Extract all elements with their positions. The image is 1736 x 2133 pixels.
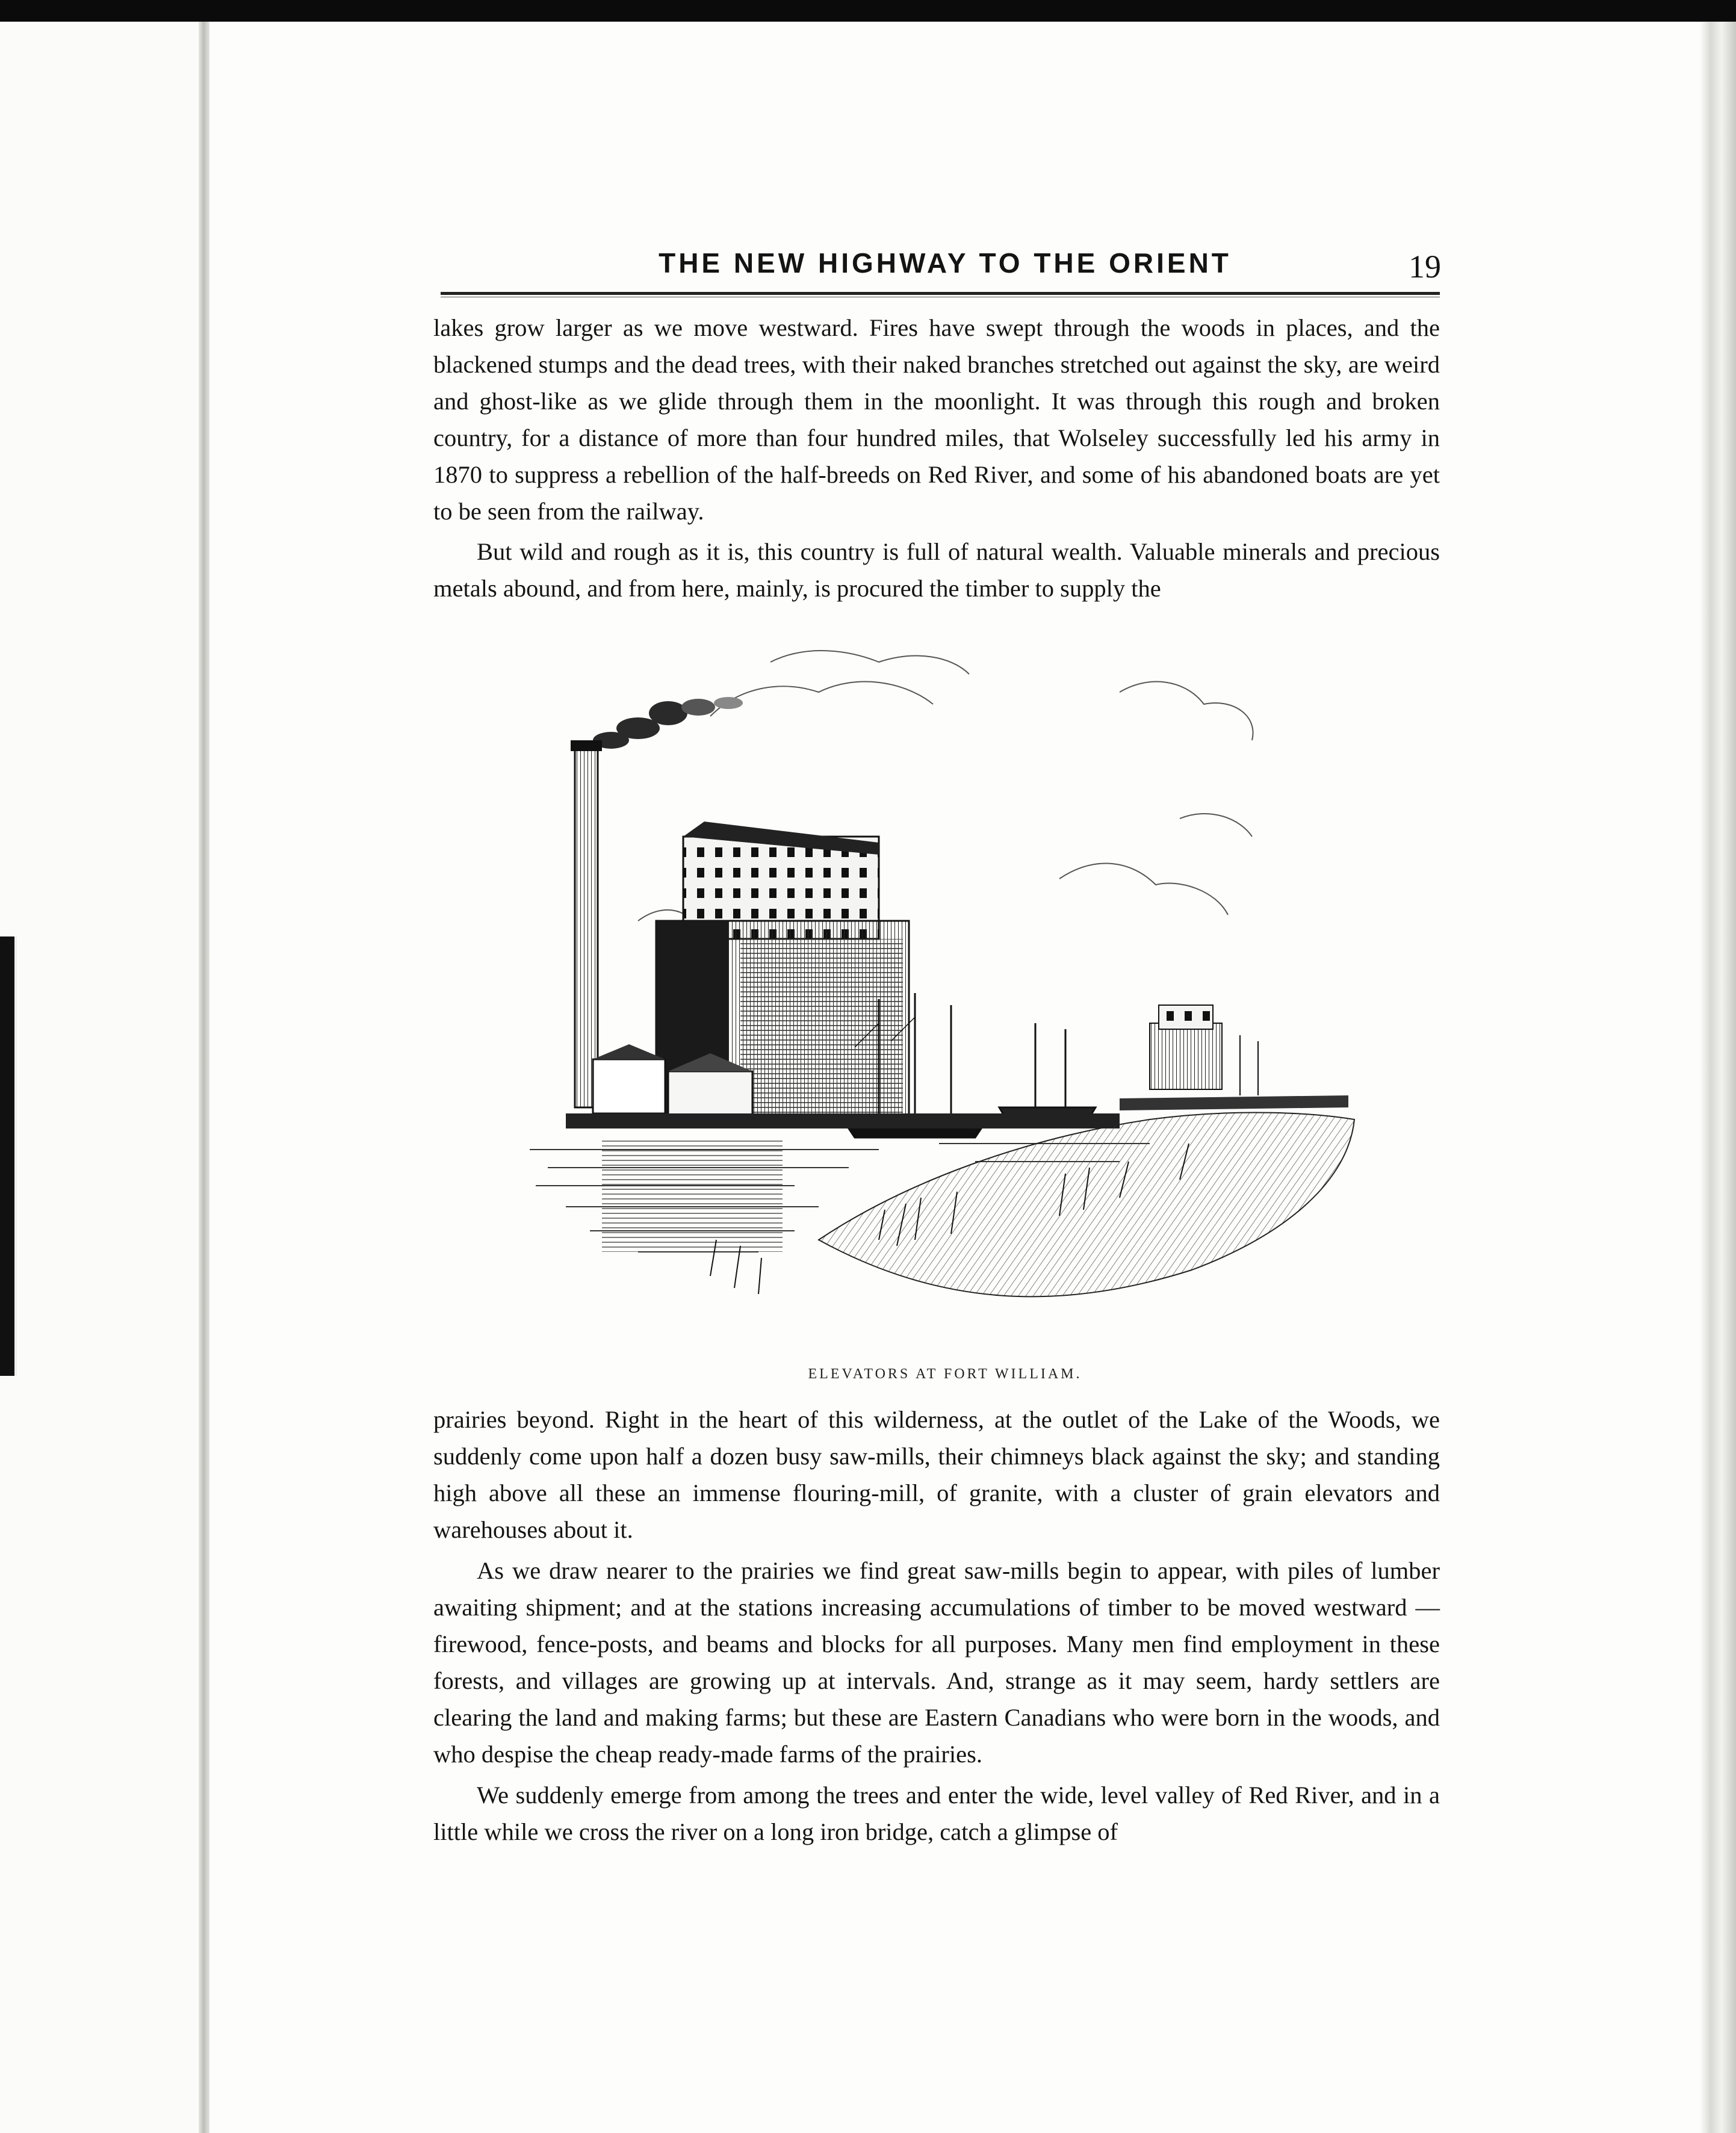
text-block-bottom	[433, 1401, 1440, 1850]
chimney-smoke	[593, 697, 743, 749]
header-rule	[441, 292, 1440, 297]
paragraph: We suddenly emerge from among the trees and enter the wide, level valley of Red River, and in a little while we cross the river on a long iron bridge, catch a glimpse of	[433, 1782, 1440, 1845]
engraving-elevators	[457, 638, 1421, 1372]
facing-page	[0, 22, 199, 2133]
paragraph: lakes grow larger as we move westward. Fires have swept through the woods in places, and the blackened stumps and the dead trees, with their naked branches stretched out against the sky, are weird and ghost-like as we glide through them in the moonlight. It was through this rough and broken country, for a distance of more than four hundred miles, that Wolseley successfully led his army in 1870 to suppress a rebellion of the half-breeds on Red River, and some of his abandoned boats are yet to be seen from the railway.	[433, 314, 1440, 525]
facing-page-edge-mark	[0, 936, 17, 1376]
foreground-bank	[819, 1112, 1354, 1296]
book-gutter	[199, 22, 209, 2133]
distant-elevator	[1150, 1005, 1222, 1089]
paragraph: But wild and rough as it is, this country is full of natural wealth. Valuable minerals and precious metals abound, and from here, mainly, is procured the timber to supply the	[433, 538, 1440, 602]
text-block-top	[433, 309, 1440, 607]
figure-caption: ELEVATORS AT FORT WILLIAM.	[808, 1366, 1082, 1382]
wharf	[566, 1113, 1120, 1128]
chimney	[575, 746, 598, 1107]
running-title: THE NEW HIGHWAY TO THE ORIENT	[659, 247, 1232, 279]
page-number: 19	[1409, 249, 1441, 285]
paragraph: prairies beyond. Right in the heart of this wilderness, at the outlet of the Lake of the Woods, we suddenly come upon half a dozen busy saw-mills, their chimneys black against the sky; and standing high above all these an immense flouring-mill, of granite, with a cluster of grain elevators and warehouses about it.	[433, 1406, 1440, 1543]
paragraph: As we draw nearer to the prairies we find great saw-mills begin to appear, with piles of lumber awaiting shipment; and at the stations increasing accumulations of timber to be moved westward — firewood, fence-posts, and beams and blocks for all purposes. Many men find employment in these forests, and villages are growing up at intervals. And, strange as it may seem, hardy settlers are clearing the land and making farms; but these are Eastern Canadians who were born in the woods, and who despise the cheap ready-made farms of the prairies.	[433, 1557, 1440, 1768]
page-edge	[1700, 22, 1736, 2133]
engraving-illustration	[457, 638, 1421, 1372]
